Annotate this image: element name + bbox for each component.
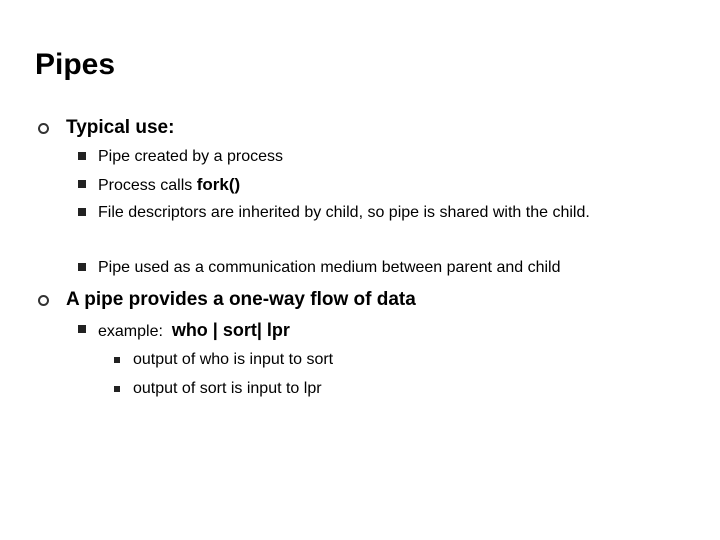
subitem-prefix: example: <box>98 323 172 340</box>
subsubitem-text: output of who is input to sort <box>133 351 334 368</box>
bullet-text: A pipe provides a one-way flow of data <box>66 289 416 310</box>
square-bullet-icon <box>78 208 86 216</box>
bullet-text: Typical use: <box>66 117 175 138</box>
circle-bullet-icon <box>38 123 49 134</box>
subsubitem-sort-to-lpr <box>114 375 322 403</box>
subitem-text: Pipe created by a process <box>98 148 283 165</box>
circle-bullet-icon <box>38 295 49 306</box>
code-pipeline-command: who | sort| lpr <box>171 320 290 340</box>
square-bullet-icon <box>78 180 86 188</box>
subitem-text: File descriptors are inherited by child, so pipe is shared with the child. <box>98 204 590 221</box>
square-bullet-icon <box>78 263 86 271</box>
subitem-text <box>98 316 648 346</box>
subitem-process-calls-fork <box>78 171 648 200</box>
square-bullet-icon <box>114 386 120 392</box>
slide-title: Pipes <box>35 48 116 81</box>
square-bullet-icon <box>114 357 120 363</box>
square-bullet-icon <box>78 152 86 160</box>
code-fork: fork() <box>196 175 241 194</box>
square-bullet-icon <box>78 325 86 333</box>
subitem-file-descriptors <box>78 200 648 225</box>
subitem-example <box>78 316 648 346</box>
subitem-prefix: Process calls <box>98 177 197 194</box>
subitem-text: Pipe used as a communication medium between parent and child <box>98 259 561 276</box>
subsubitem-who-to-sort <box>114 346 333 374</box>
subitem-text <box>98 171 648 200</box>
subsubitem-text: output of sort is input to lpr <box>133 380 322 397</box>
subitem-pipe-used <box>78 254 648 282</box>
subitem-pipe-created <box>78 143 648 171</box>
